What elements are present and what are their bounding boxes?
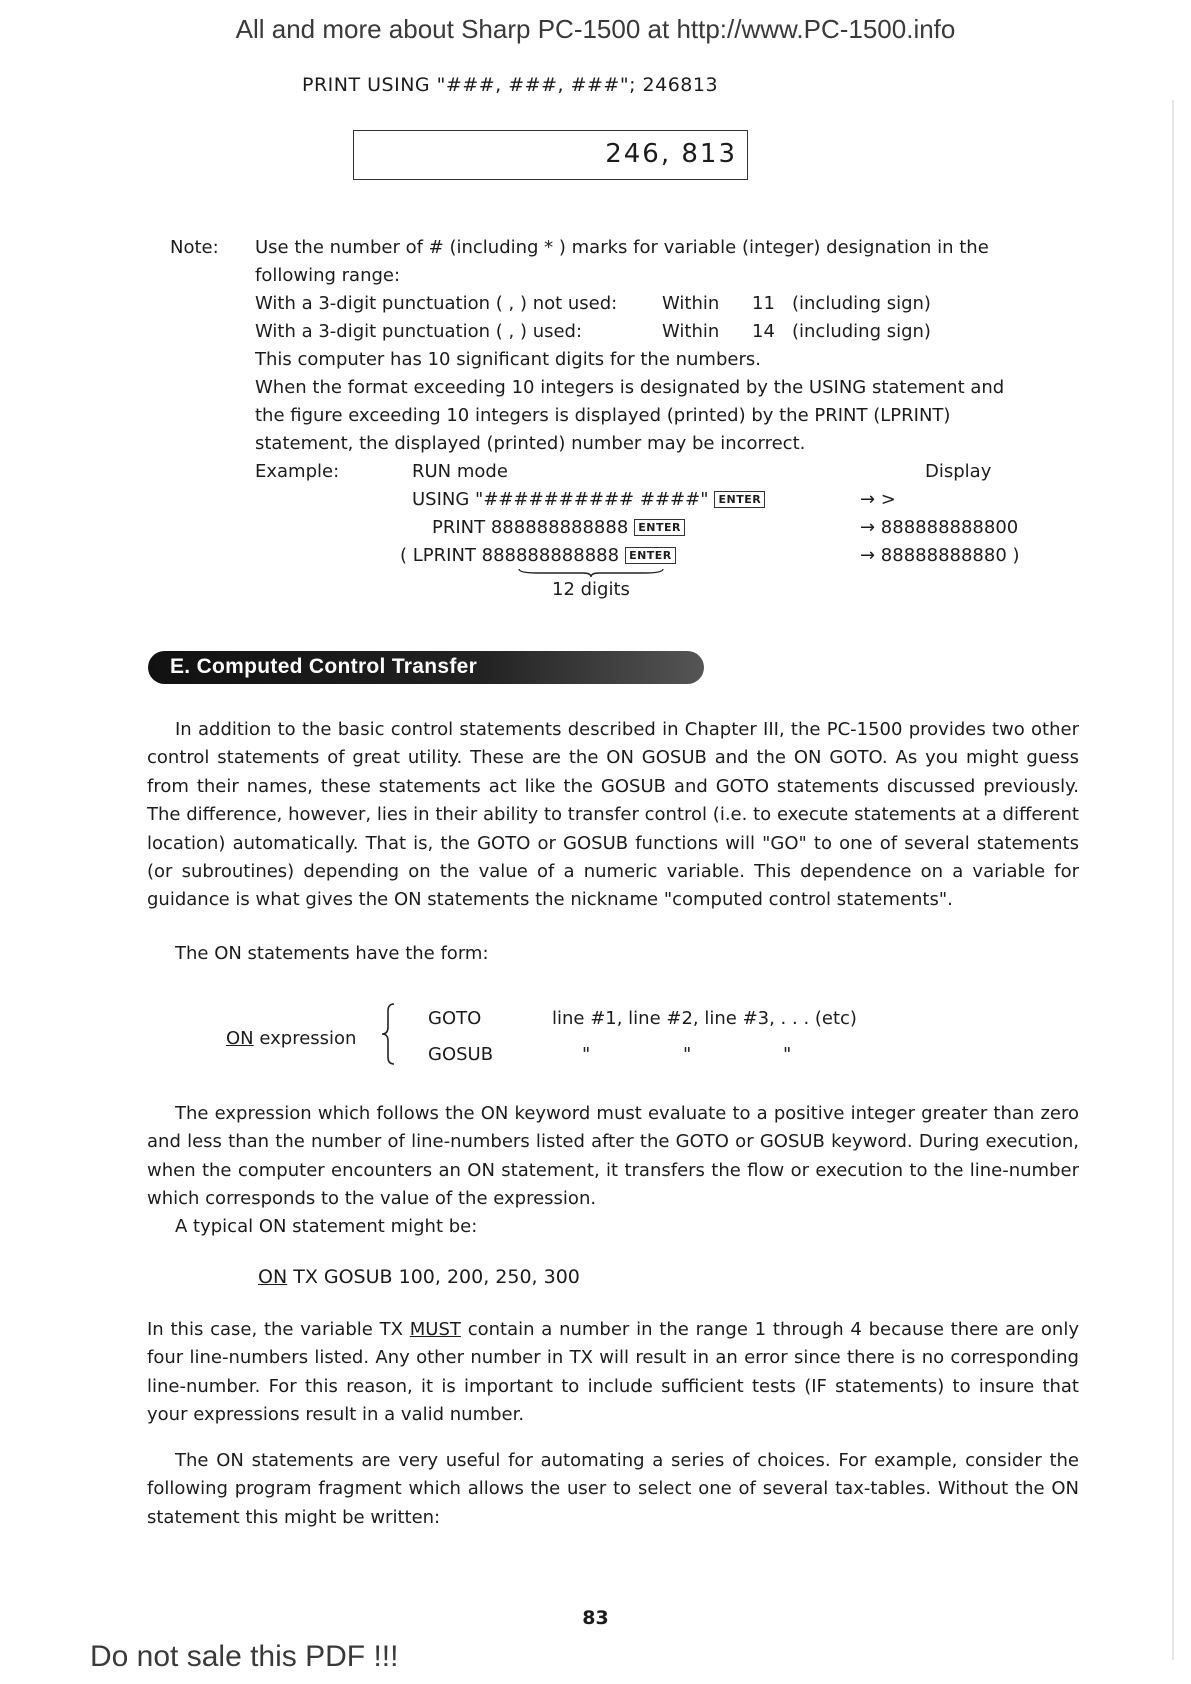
example-lprint-line (400, 542, 676, 570)
form-ditto-1: " (582, 1044, 591, 1065)
tx-range-part-a: In this case, the variable TX (147, 1319, 403, 1340)
form-on-expression (226, 1025, 356, 1053)
example-using-line (412, 486, 765, 514)
paragraph-tx-range-text (147, 1316, 1079, 1430)
note-line-5: This computer has 10 significant digits for the numbers. (255, 349, 761, 370)
paragraph-expression (147, 1100, 1079, 1214)
lcd-display-box (353, 130, 748, 180)
print-using-command: PRINT USING "###, ###, ###"; 246813 (302, 74, 719, 96)
example-using-text: USING "########## ####" (412, 489, 709, 510)
form-lines: line #1, line #2, line #3, . . . (etc) (552, 1008, 857, 1029)
paragraph-form-intro: The ON statements have the form: (175, 943, 489, 964)
paragraph-tx-range (147, 1316, 1079, 1430)
example-using-result: → > (860, 489, 896, 510)
example-mode: RUN mode (412, 461, 508, 482)
paragraph-automating-text: The ON statements are very useful for automating a series of choices. For example, consider the following program fragment which allows the user to select one of several tax-tables. Without the ON statement this might be written: (147, 1450, 1079, 1528)
lcd-display-value: 246, 813 (605, 139, 737, 169)
form-gosub: GOSUB (428, 1044, 494, 1065)
paragraph-typical: A typical ON statement might be: (175, 1216, 478, 1237)
enter-key-icon: ENTER (714, 491, 765, 508)
page-edge-shadow (1172, 100, 1174, 1660)
enter-key-icon: ENTER (634, 519, 685, 536)
form-on-keyword: ON (226, 1028, 254, 1049)
form-ditto-3: " (783, 1044, 792, 1065)
example-lprint-result: → 88888888880 ) (860, 545, 1020, 566)
section-header-bar (148, 651, 704, 684)
note-line-6: When the format exceeding 10 integers is designated by the USING statement and (255, 377, 1005, 398)
paragraph-intro-text: In addition to the basic control statements described in Chapter III, the PC-1500 provides two other control statements of great utility. These are the ON GOSUB and the ON GOTO. As you might guess from their names, these statements act like the GOSUB and GOTO statements discussed previously. The difference, however, lies in their ability to transfer control (i.e. to execute statements at a different location) automatically. That is, the GOTO or GOSUB functions will "GO" to one of several statements (or subroutines) depending on the value of a numeric variable. This dependence on a variable for guidance is what gives the ON statements the nickname "computed control statements". (147, 719, 1079, 911)
note-line-3: With a 3-digit punctuation ( , ) not used: (255, 293, 618, 314)
form-expression: expression (259, 1028, 357, 1049)
example-display-head: Display (925, 461, 992, 482)
tx-range-part-b: contain a number in the range 1 through 4 because there are only four line-numbers listed. Any other number in TX will result in an error since there is no corresponding line-number. For this reason, it is important to include sufficient tests (IF statements) to insure that your expressions result in a valid number. (147, 1319, 1079, 1426)
site-banner: All and more about Sharp PC-1500 at http://www.PC-1500.info (235, 14, 956, 44)
range-n-2: 14 (752, 321, 775, 342)
range-sign-1: (including sign) (792, 293, 931, 314)
example-print-text: PRINT 888888888888 (432, 517, 629, 538)
note-label: Note: (170, 237, 219, 258)
paragraph-intro (147, 716, 1079, 915)
example-print-result: → 888888888800 (860, 517, 1019, 538)
range-within-1: Within (662, 293, 720, 314)
example-digits-label: 12 digits (552, 579, 630, 600)
typical-on-keyword: ON (258, 1266, 288, 1288)
note-line-7: the figure exceeding 10 integers is displayed (printed) by the PRINT (LPRINT) (255, 405, 951, 426)
note-line-1: Use the number of # (including * ) marks for variable (integer) designation in the (255, 237, 989, 258)
tx-range-must: MUST (409, 1319, 461, 1340)
note-line-4: With a 3-digit punctuation ( , ) used: (255, 321, 583, 342)
footer-banner: Do not sale this PDF !!! (90, 1640, 399, 1673)
paragraph-automating (147, 1447, 1079, 1532)
range-within-2: Within (662, 321, 720, 342)
form-ditto-2: " (683, 1044, 692, 1065)
note-line-2: following range: (255, 265, 401, 286)
paragraph-expression-text: The expression which follows the ON keyword must evaluate to a positive integer greater than zero and less than the number of line-numbers listed after the GOTO or GOSUB keyword. During execution, when the computer encounters an ON statement, it transfers the flow or execution to the line-number which corresponds to the value of the expression. (147, 1103, 1079, 1210)
section-title: E. Computed Control Transfer (170, 655, 478, 678)
range-sign-2: (including sign) (792, 321, 931, 342)
typical-on-rest: TX GOSUB 100, 200, 250, 300 (293, 1266, 580, 1288)
example-print-line (432, 514, 685, 542)
enter-key-icon: ENTER (625, 547, 676, 564)
page-number: 83 (582, 1607, 609, 1629)
example-lprint-text: ( LPRINT 888888888888 (400, 545, 620, 566)
typical-on-statement (258, 1263, 580, 1291)
range-n-1: 11 (752, 293, 775, 314)
curly-brace-icon (380, 1003, 400, 1065)
example-label: Example: (255, 461, 340, 482)
note-line-8: statement, the displayed (printed) number may be incorrect. (255, 433, 806, 454)
form-goto: GOTO (428, 1008, 482, 1029)
